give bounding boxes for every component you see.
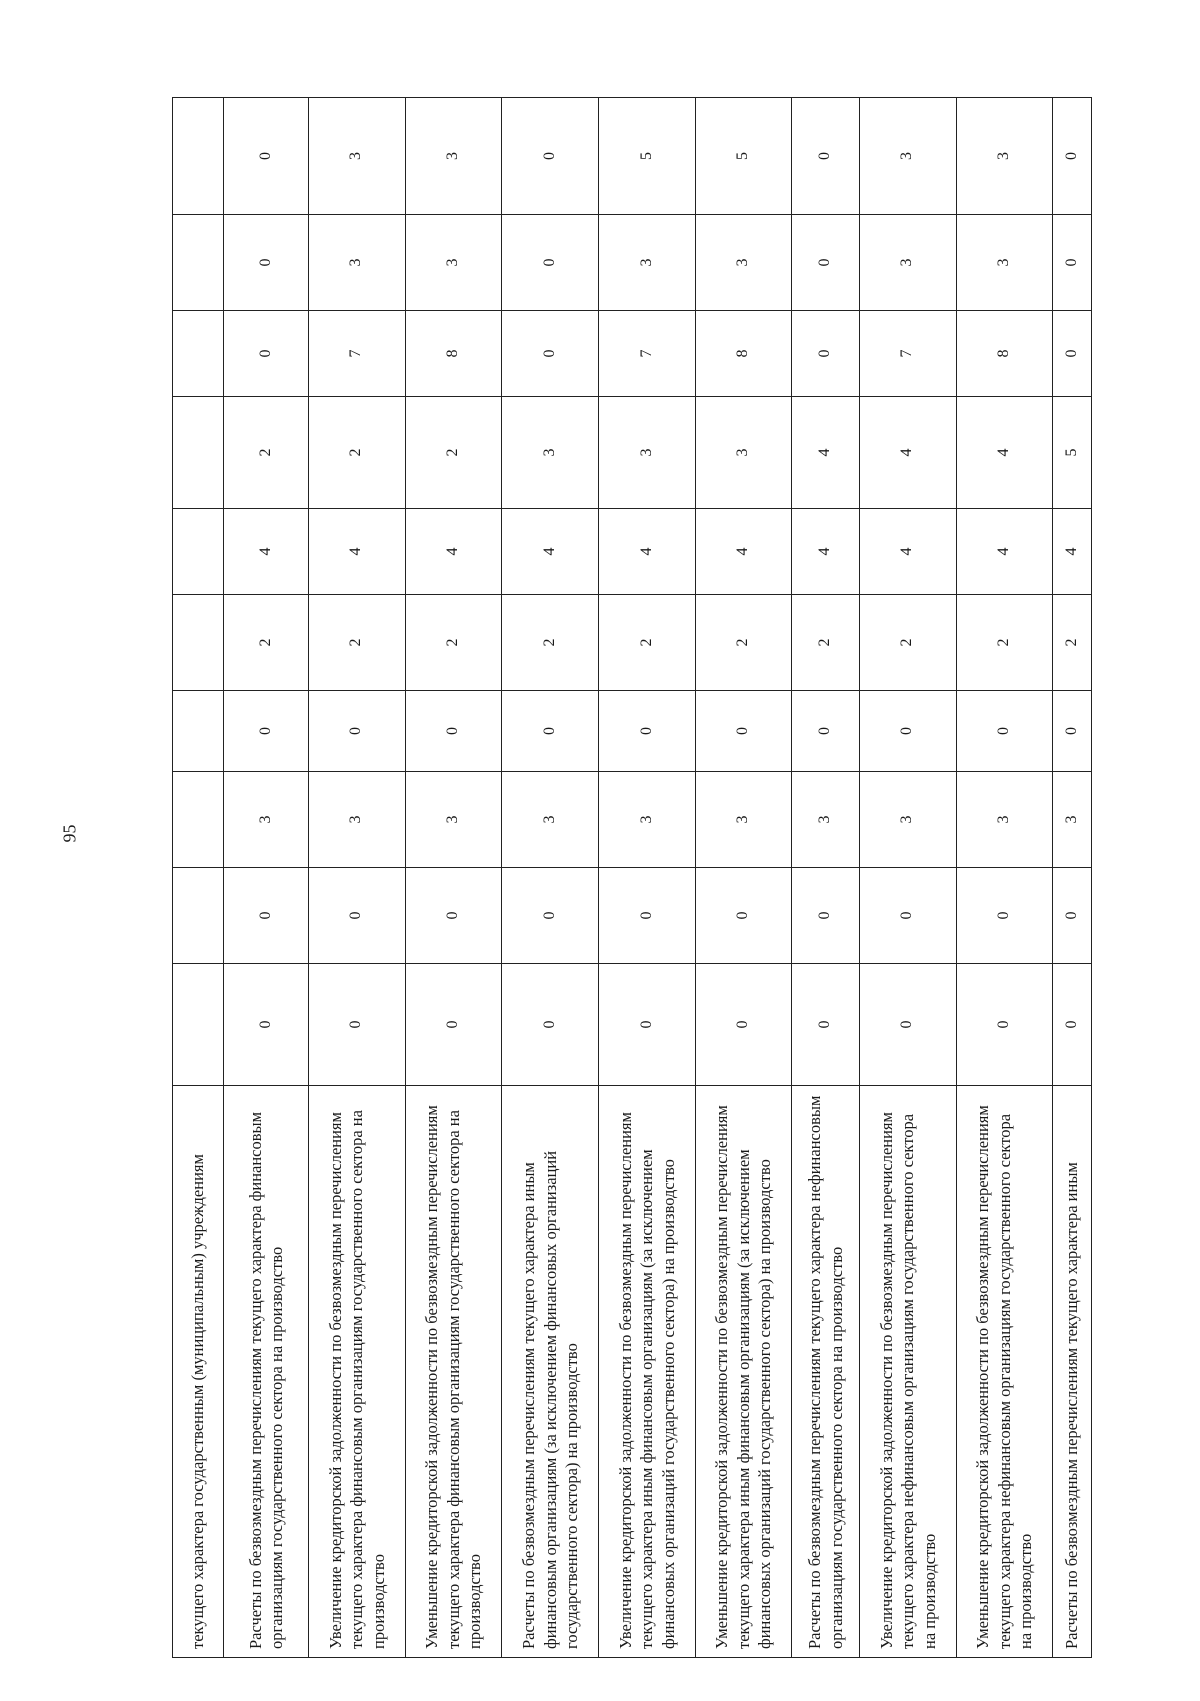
table-row — [599, 98, 696, 1658]
code-digit-cell: 0 — [860, 691, 957, 772]
code-digit-cell: 4 — [405, 509, 502, 595]
code-digit-cell: 3 — [405, 772, 502, 868]
code-digit-cell: 0 — [502, 98, 599, 215]
code-digit-cell: 3 — [405, 215, 502, 311]
code-digit-cell: 3 — [309, 98, 406, 215]
code-digit-cell: 3 — [502, 772, 599, 868]
code-digit-cell: 0 — [502, 868, 599, 964]
code-digit-cell: 0 — [1053, 98, 1092, 215]
code-digit-cell: 0 — [695, 691, 792, 772]
code-digit-cell: 2 — [956, 595, 1053, 691]
code-digit-cell: 7 — [309, 311, 406, 397]
row-description: Уменьшение кредиторской задолженности по безвозмездным перечислениям текущего характера иным финансовым организациям (за исключением финансовых организаций государственного сектора) на производство — [695, 1086, 792, 1658]
header-cell — [173, 772, 224, 868]
code-digit-cell: 0 — [224, 311, 309, 397]
code-digit-cell: 0 — [695, 964, 792, 1086]
header-cell — [173, 98, 224, 215]
code-digit-cell: 3 — [1053, 772, 1092, 868]
code-digit-cell: 0 — [309, 964, 406, 1086]
code-digit-cell: 3 — [956, 98, 1053, 215]
code-digit-cell: 3 — [695, 772, 792, 868]
code-digit-cell: 4 — [599, 509, 696, 595]
code-digit-cell: 3 — [695, 397, 792, 509]
code-digit-cell: 0 — [1053, 964, 1092, 1086]
code-digit-cell: 4 — [792, 397, 860, 509]
row-description: Уменьшение кредиторской задолженности по безвозмездным перечислениям текущего характера нефинансовым организациям государственного сектора на производство — [956, 1086, 1053, 1658]
code-digit-cell: 3 — [956, 772, 1053, 868]
table-row — [309, 98, 406, 1658]
code-digit-cell: 0 — [695, 868, 792, 964]
code-digit-cell: 0 — [792, 964, 860, 1086]
header-cell — [173, 311, 224, 397]
code-digit-cell: 0 — [502, 215, 599, 311]
code-digit-cell: 0 — [502, 311, 599, 397]
code-digit-cell: 3 — [860, 772, 957, 868]
code-digit-cell: 0 — [792, 691, 860, 772]
code-digit-cell: 0 — [1053, 868, 1092, 964]
table-row — [405, 98, 502, 1658]
code-digit-cell: 5 — [695, 98, 792, 215]
code-digit-cell: 0 — [224, 98, 309, 215]
code-digit-cell: 8 — [695, 311, 792, 397]
code-digit-cell: 4 — [956, 397, 1053, 509]
code-digit-cell: 3 — [860, 98, 957, 215]
page-number: 95 — [59, 824, 80, 843]
code-digit-cell: 0 — [405, 964, 502, 1086]
header-cell — [173, 964, 224, 1086]
code-digit-cell: 0 — [1053, 691, 1092, 772]
header-cell — [173, 215, 224, 311]
code-digit-cell: 0 — [599, 691, 696, 772]
code-digit-cell: 0 — [309, 868, 406, 964]
code-digit-cell: 0 — [224, 215, 309, 311]
code-digit-cell: 3 — [599, 215, 696, 311]
row-description: Увеличение кредиторской задолженности по безвозмездным перечислениям текущего характера иным финансовым организациям (за исключением финансовых организаций государственного сектора) на производство — [599, 1086, 696, 1658]
code-digit-cell: 3 — [860, 215, 957, 311]
table-row — [224, 98, 309, 1658]
code-digit-cell: 0 — [599, 964, 696, 1086]
header-cell — [173, 397, 224, 509]
code-digit-cell: 3 — [695, 215, 792, 311]
code-digit-cell: 2 — [1053, 595, 1092, 691]
code-digit-cell: 2 — [792, 595, 860, 691]
header-cell — [173, 868, 224, 964]
row-description: Уменьшение кредиторской задолженности по безвозмездным перечислениям текущего характера финансовым организациям государственного сектора на производство — [405, 1086, 502, 1658]
row-description: Расчеты по безвозмездным перечислениям текущего характера иным — [1053, 1086, 1092, 1658]
code-digit-cell: 3 — [405, 98, 502, 215]
code-digit-cell: 0 — [502, 964, 599, 1086]
code-digit-cell: 4 — [1053, 509, 1092, 595]
code-digit-cell: 4 — [502, 509, 599, 595]
code-digit-cell: 0 — [956, 691, 1053, 772]
code-digit-cell: 0 — [956, 964, 1053, 1086]
table-row — [502, 98, 599, 1658]
code-digit-cell: 4 — [860, 509, 957, 595]
code-digit-cell: 2 — [695, 595, 792, 691]
code-digit-cell: 0 — [224, 691, 309, 772]
table-header-row — [173, 98, 224, 1658]
code-digit-cell: 4 — [860, 397, 957, 509]
code-digit-cell: 3 — [792, 772, 860, 868]
table-row — [792, 98, 860, 1658]
code-digit-cell: 4 — [224, 509, 309, 595]
header-cell — [173, 691, 224, 772]
code-digit-cell: 5 — [1053, 397, 1092, 509]
code-digit-cell: 3 — [224, 772, 309, 868]
row-description: Расчеты по безвозмездным перечислениям текущего характера финансовым организациям государственного сектора на производство — [224, 1086, 309, 1658]
header-cell — [173, 595, 224, 691]
table-row — [956, 98, 1053, 1658]
accounts-table-rotated — [172, 98, 1092, 1658]
code-digit-cell: 4 — [309, 509, 406, 595]
code-digit-cell: 2 — [599, 595, 696, 691]
code-digit-cell: 4 — [695, 509, 792, 595]
code-digit-cell: 0 — [860, 868, 957, 964]
code-digit-cell: 7 — [599, 311, 696, 397]
code-digit-cell: 3 — [309, 215, 406, 311]
code-digit-cell: 0 — [405, 868, 502, 964]
table-row — [860, 98, 957, 1658]
code-digit-cell: 0 — [224, 868, 309, 964]
row-description: Увеличение кредиторской задолженности по безвозмездным перечислениям текущего характера финансовым организациям государственного сектора на производство — [309, 1086, 406, 1658]
code-digit-cell: 0 — [599, 868, 696, 964]
code-digit-cell: 0 — [502, 691, 599, 772]
code-digit-cell: 0 — [1053, 311, 1092, 397]
accounts-table — [172, 97, 1092, 1658]
code-digit-cell: 0 — [405, 691, 502, 772]
code-digit-cell: 0 — [224, 964, 309, 1086]
code-digit-cell: 0 — [309, 691, 406, 772]
row-description: Расчеты по безвозмездным перечислениям текущего характера иным финансовым организациям (за исключением финансовых организаций государственного сектора) на производство — [502, 1086, 599, 1658]
row-description: Расчеты по безвозмездным перечислениям текущего характера нефинансовым организациям государственного сектора на производство — [792, 1086, 860, 1658]
code-digit-cell: 7 — [860, 311, 957, 397]
code-digit-cell: 0 — [792, 868, 860, 964]
header-cell — [173, 509, 224, 595]
code-digit-cell: 0 — [860, 964, 957, 1086]
code-digit-cell: 0 — [956, 868, 1053, 964]
code-digit-cell: 2 — [224, 595, 309, 691]
code-digit-cell: 3 — [599, 772, 696, 868]
code-digit-cell: 2 — [309, 397, 406, 509]
code-digit-cell: 3 — [599, 397, 696, 509]
code-digit-cell: 3 — [502, 397, 599, 509]
code-digit-cell: 2 — [405, 595, 502, 691]
code-digit-cell: 0 — [792, 215, 860, 311]
code-digit-cell: 8 — [956, 311, 1053, 397]
table-row — [1053, 98, 1092, 1658]
code-digit-cell: 2 — [860, 595, 957, 691]
code-digit-cell: 2 — [309, 595, 406, 691]
header-description: текущего характера государственным (муниципальным) учреждениям — [173, 1086, 224, 1658]
code-digit-cell: 5 — [599, 98, 696, 215]
row-description: Увеличение кредиторской задолженности по безвозмездным перечислениям текущего характера нефинансовым организациям государственного сектора на производство — [860, 1086, 957, 1658]
code-digit-cell: 2 — [405, 397, 502, 509]
code-digit-cell: 3 — [956, 215, 1053, 311]
code-digit-cell: 0 — [1053, 215, 1092, 311]
accounts-table-region — [172, 98, 1092, 1658]
code-digit-cell: 0 — [792, 311, 860, 397]
code-digit-cell: 2 — [502, 595, 599, 691]
code-digit-cell: 0 — [792, 98, 860, 215]
code-digit-cell: 4 — [956, 509, 1053, 595]
code-digit-cell: 8 — [405, 311, 502, 397]
code-digit-cell: 4 — [792, 509, 860, 595]
code-digit-cell: 2 — [224, 397, 309, 509]
code-digit-cell: 3 — [309, 772, 406, 868]
table-row — [695, 98, 792, 1658]
